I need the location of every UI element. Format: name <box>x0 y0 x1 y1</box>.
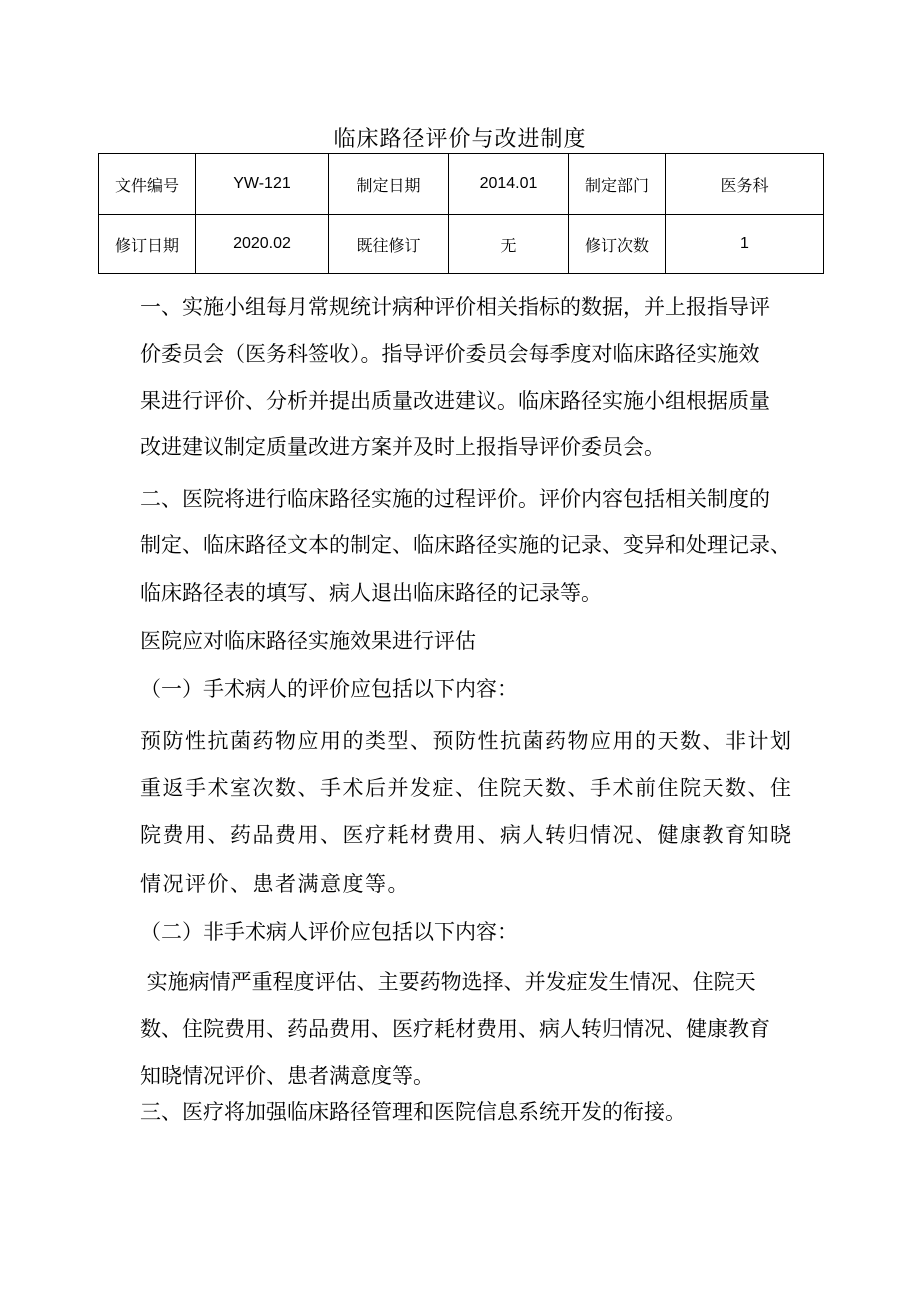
subheading: （一）手术病人的评价应包括以下内容： <box>140 677 518 701</box>
body-line: 制定、临床路径文本的制定、临床路径实施的记录、变异和处理记录、 <box>140 533 791 557</box>
file-number-value: YW-121 <box>196 154 329 215</box>
department-value: 医务科 <box>666 154 824 215</box>
body-line: 数、住院费用、药品费用、医疗耗材费用、病人转归情况、健康教育 <box>140 1017 770 1041</box>
body-line: 院费用、药品费用、医疗耗材费用、病人转归情况、健康教育知晓 <box>140 823 793 847</box>
body-line: 三、医疗将加强临床路径管理和医院信息系统开发的衔接。 <box>140 1100 686 1124</box>
revision-date-value: 2020.02 <box>196 215 329 274</box>
body-line: 重返手术室次数、手术后并发症、住院天数、手术前住院天数、住 <box>140 776 793 800</box>
file-number-label: 文件编号 <box>99 154 196 215</box>
body-line: 价委员会（医务科签收）。指导评价委员会每季度对临床路径实施效 <box>140 342 760 366</box>
previous-revision-label: 既往修订 <box>329 215 449 274</box>
subheading: （二）非手术病人评价应包括以下内容： <box>140 920 518 944</box>
body-line: 预防性抗菌药物应用的类型、预防性抗菌药物应用的天数、非计划 <box>140 729 793 753</box>
body-line: 改进建议制定质量改进方案并及时上报指导评价委员会。 <box>140 435 665 459</box>
body-line: 临床路径表的填写、病人退出临床路径的记录等。 <box>140 581 602 605</box>
created-date-label: 制定日期 <box>329 154 449 215</box>
body-line: 二、医院将进行临床路径实施的过程评价。评价内容包括相关制度的 <box>140 487 770 511</box>
body-line: 实施病情严重程度评估、主要药物选择、并发症发生情况、住院天 <box>140 970 756 994</box>
table-row <box>99 215 824 274</box>
body-line: 果进行评价、分析并提出质量改进建议。临床路径实施小组根据质量 <box>140 389 770 413</box>
previous-revision-value: 无 <box>449 215 569 274</box>
document-title: 临床路径评价与改进制度 <box>333 127 587 152</box>
department-label: 制定部门 <box>569 154 666 215</box>
revision-count-label: 修订次数 <box>569 215 666 274</box>
revision-count-value: 1 <box>666 215 824 274</box>
table-row <box>99 154 824 215</box>
document-info-table <box>98 153 824 274</box>
created-date-value: 2014.01 <box>449 154 569 215</box>
body-line: 情况评价、患者满意度等。 <box>140 872 410 896</box>
body-line: 医院应对临床路径实施效果进行评估 <box>140 629 476 653</box>
body-line: 一、实施小组每月常规统计病种评价相关指标的数据，并上报指导评 <box>140 295 770 319</box>
body-line: 知晓情况评价、患者满意度等。 <box>140 1064 434 1088</box>
revision-date-label: 修订日期 <box>99 215 196 274</box>
